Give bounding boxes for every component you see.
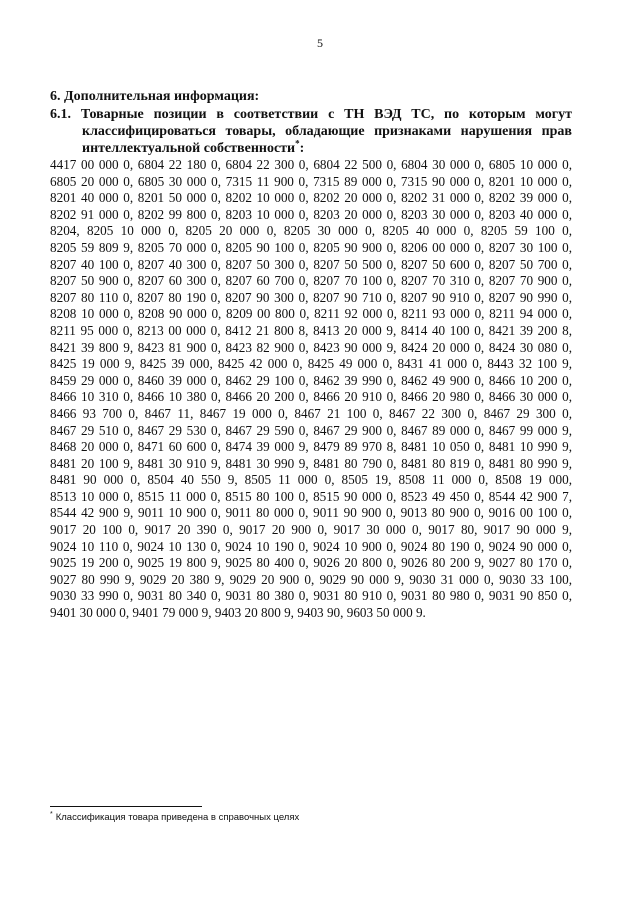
footnote-mark: * — [50, 810, 53, 818]
commodity-code-list — [50, 157, 572, 622]
code-line: 9027 80 990 9, 9029 20 380 9, 9029 20 900 0, 9029 90 000 9, 9030 31 000 0, 9030 33 100, — [50, 571, 572, 587]
code-line: 6805 20 000 0, 6805 30 000 0, 7315 11 900 0, 7315 89 000 0, 7315 90 000 0, 8201 10 000 0, — [50, 173, 572, 189]
code-line: 8513 10 000 0, 8515 11 000 0, 8515 80 100 0, 8515 90 000 0, 8523 49 450 0, 8544 42 900 7, — [50, 488, 572, 504]
code-line: 8207 80 110 0, 8207 80 190 0, 8207 90 300 0, 8207 90 710 0, 8207 90 910 0, 8207 90 990 0, — [50, 289, 572, 305]
code-line: 8204, 8205 10 000 0, 8205 20 000 0, 8205 30 000 0, 8205 40 000 0, 8205 59 100 0, — [50, 223, 572, 239]
subsection-line-1: 6.1. Товарные позиции в соответствии с ТН ВЭД ТС, по которым могут — [50, 107, 572, 122]
code-line: 8205 59 809 9, 8205 70 000 0, 8205 90 100 0, 8205 90 900 0, 8206 00 000 0, 8207 30 100 0, — [50, 239, 572, 255]
subsection-colon: : — [299, 141, 305, 156]
subsection-line-3-text: интеллектуальной собственности — [82, 141, 296, 156]
code-line: 8481 90 000 0, 8504 40 550 9, 8505 11 000 0, 8505 19, 8508 11 000 0, 8508 19 000, — [50, 472, 572, 488]
code-line: 8425 19 000 9, 8425 39 000, 8425 42 000 0, 8425 49 000 0, 8431 41 000 0, 8443 32 100 9, — [50, 356, 572, 372]
section-heading: 6. Дополнительная информация: — [50, 89, 260, 104]
code-line: 8208 10 000 0, 8208 90 000 0, 8209 00 800 0, 8211 92 000 0, 8211 93 000 0, 8211 94 000 0, — [50, 306, 572, 322]
code-line: 8202 91 000 0, 8202 99 800 0, 8203 10 000 0, 8203 20 000 0, 8203 30 000 0, 8203 40 000 0, — [50, 206, 572, 222]
footnote-text: Классификация товара приведена в справочных целях — [55, 812, 300, 823]
code-line: 9401 30 000 0, 9401 79 000 9, 9403 20 800 9, 9403 90, 9603 50 000 9. — [50, 605, 426, 621]
code-line: 9024 10 110 0, 9024 10 130 0, 9024 10 190 0, 9024 10 900 0, 9024 80 190 0, 9024 90 000 0, — [50, 538, 572, 554]
code-line: 8459 29 000 0, 8460 39 000 0, 8462 29 100 0, 8462 39 990 0, 8462 49 900 0, 8466 10 200 0, — [50, 372, 572, 388]
code-line: 9025 19 200 0, 9025 19 800 9, 9025 80 400 0, 9026 20 800 0, 9026 80 200 9, 9027 80 170 0, — [50, 555, 572, 571]
code-line: 8466 93 700 0, 8467 11, 8467 19 000 0, 8467 21 100 0, 8467 22 300 0, 8467 29 300 0, — [50, 405, 572, 421]
code-line: 8467 29 510 0, 8467 29 530 0, 8467 29 590 0, 8467 29 900 0, 8467 89 000 0, 8467 99 000 9, — [50, 422, 572, 438]
subsection-line-3 — [50, 140, 572, 157]
code-line: 9030 33 990 0, 9031 80 340 0, 9031 80 380 0, 9031 80 910 0, 9031 80 980 0, 9031 90 850 0, — [50, 588, 572, 604]
code-line: 9017 20 100 0, 9017 20 390 0, 9017 20 900 0, 9017 30 000 0, 9017 80, 9017 90 000 9, — [50, 522, 572, 538]
code-line: 8468 20 000 0, 8471 60 600 0, 8474 39 000 9, 8479 89 970 8, 8481 10 050 0, 8481 10 990 9, — [50, 439, 572, 455]
page-number: 5 — [317, 36, 323, 50]
code-line: 8544 42 900 9, 9011 10 900 0, 9011 80 000 0, 9011 90 900 0, 9013 80 900 0, 9016 00 100 0, — [50, 505, 572, 521]
code-line: 8201 40 000 0, 8201 50 000 0, 8202 10 000 0, 8202 20 000 0, 8202 31 000 0, 8202 39 000 0, — [50, 190, 572, 206]
subsection-line-2: классифицироваться товары, обладающие признаками нарушения прав — [82, 124, 572, 139]
code-line: 8466 10 310 0, 8466 10 380 0, 8466 20 200 0, 8466 20 910 0, 8466 20 980 0, 8466 30 000 0, — [50, 389, 572, 405]
footnote-divider — [50, 806, 202, 807]
code-line: 8481 20 100 9, 8481 30 910 9, 8481 30 990 9, 8481 80 790 0, 8481 80 819 0, 8481 80 990 9, — [50, 455, 572, 471]
code-line: 8207 50 900 0, 8207 60 300 0, 8207 60 700 0, 8207 70 100 0, 8207 70 310 0, 8207 70 900 0, — [50, 273, 572, 289]
subsection-heading — [50, 106, 572, 157]
code-line: 4417 00 000 0, 6804 22 180 0, 6804 22 300 0, 6804 22 500 0, 6804 30 000 0, 6805 10 000 0, — [50, 157, 572, 172]
footnote-reference: * — [295, 138, 300, 149]
code-line: 8211 95 000 0, 8213 00 000 0, 8412 21 800 8, 8413 20 000 9, 8414 40 100 0, 8421 39 200 8, — [50, 322, 572, 338]
code-line: 8207 40 100 0, 8207 40 300 0, 8207 50 300 0, 8207 50 500 0, 8207 50 600 0, 8207 50 700 0, — [50, 256, 572, 272]
code-line: 8421 39 800 9, 8423 81 900 0, 8423 82 900 0, 8423 90 000 9, 8424 20 000 0, 8424 30 080 0, — [50, 339, 572, 355]
footnote — [50, 812, 299, 823]
